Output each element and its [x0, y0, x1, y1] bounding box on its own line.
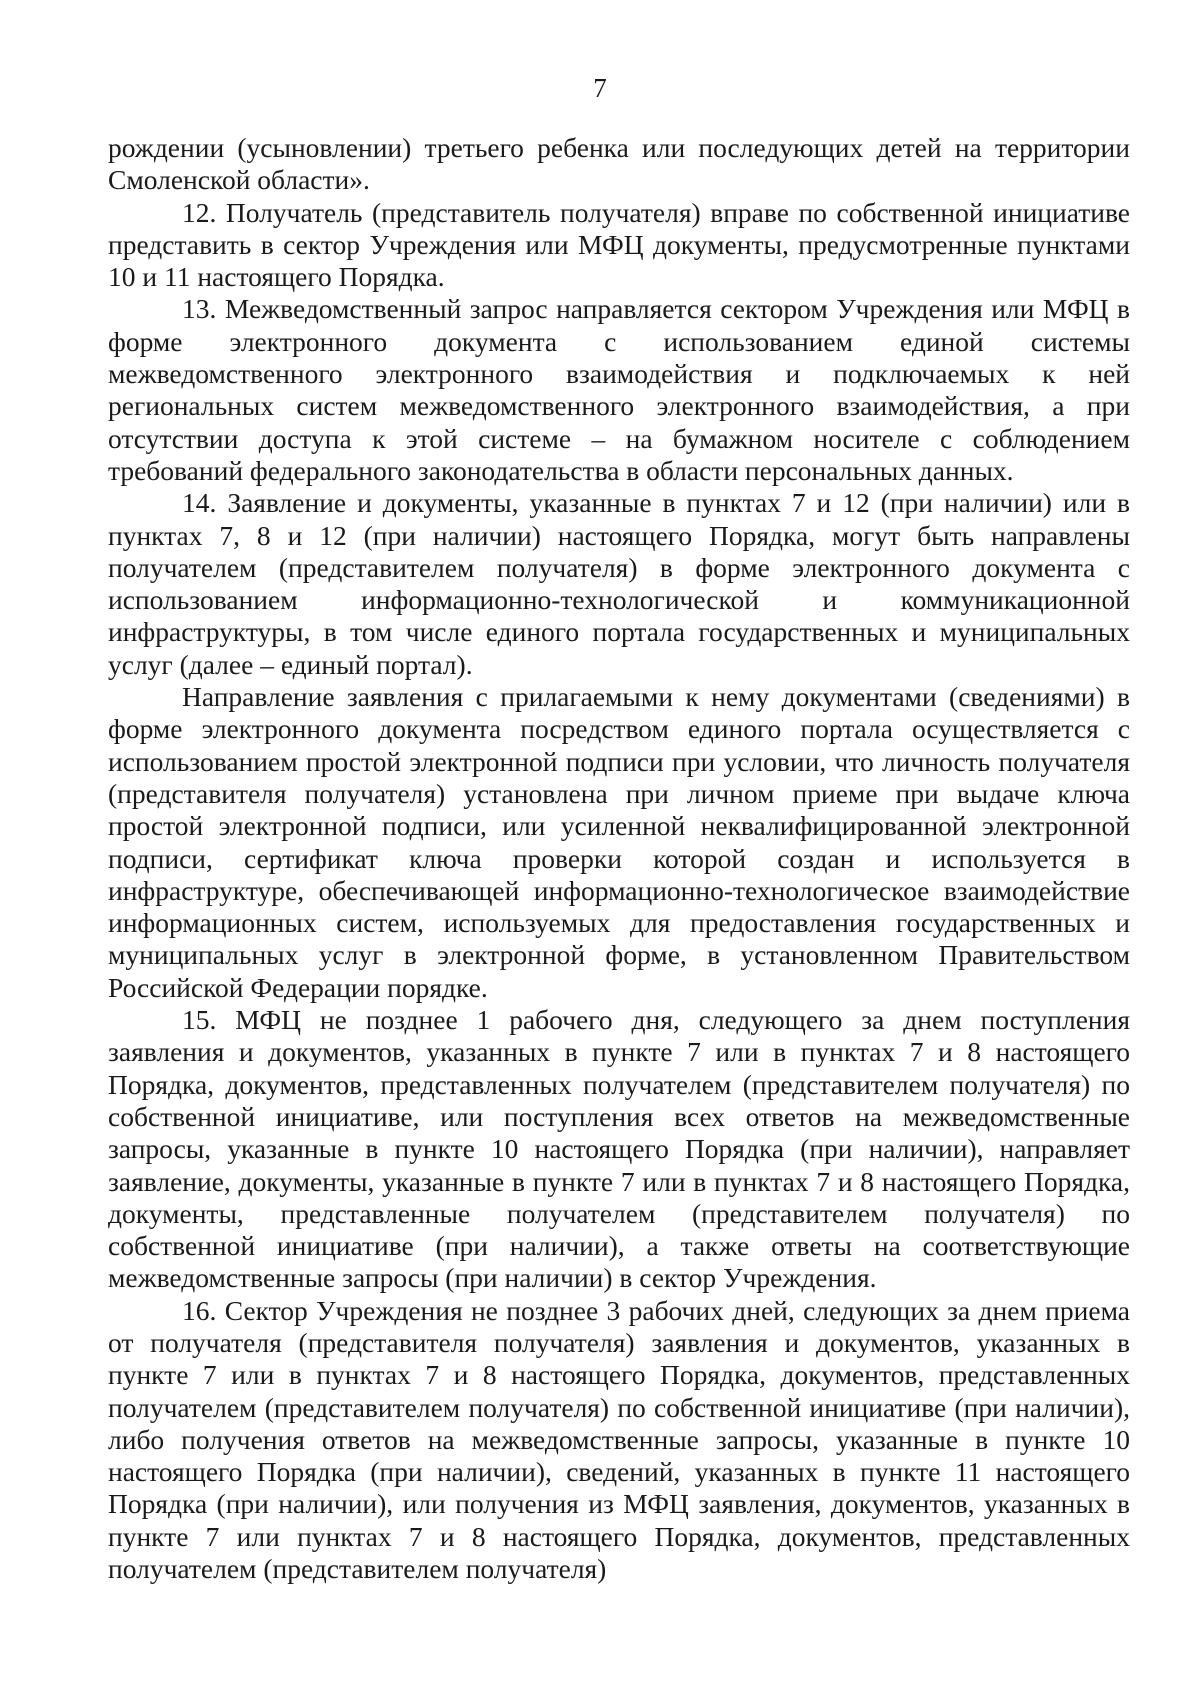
- paragraph-continuation: рождении (усыновлении) третьего ребенка или последующих детей на территории Смоленской области».: [108, 132, 1130, 196]
- paragraph-12: 12. Получатель (представитель получателя) вправе по собственной инициативе представить в сектор Учреждения или МФЦ документы, предусмотренные пунктами 10 и 11 настоящего Порядка.: [108, 196, 1130, 293]
- paragraph-16: 16. Сектор Учреждения не позднее 3 рабочих дней, следующих за днем приема от получателя (представителя получателя) заявления и документов, указанных в пункте 7 или в пунктах 7 и 8 настоящего Порядка, документов, представленных получателем (представителем получателя) по собственной инициативе (при наличии), либо получения ответов на межведомственные запросы, указанные в пункте 10 настоящего Порядка (при наличии), сведений, указанных в пункте 11 настоящего Порядка (при наличии), или получения из МФЦ заявления, документов, указанных в пункте 7 или пунктах 7 и 8 настоящего Порядка, документов, представленных получателем (представителем получателя): [108, 1294, 1130, 1585]
- document-body: [108, 132, 1130, 1585]
- paragraph-15: 15. МФЦ не позднее 1 рабочего дня, следующего за днем поступления заявления и документов, указанных в пункте 7 или в пунктах 7 и 8 настоящего Порядка, документов, представленных получателем (представителем получателя) по собственной инициативе, или поступления всех ответов на межведомственные запросы, указанные в пункте 10 настоящего Порядка (при наличии), направляет заявление, документы, указанные в пункте 7 или в пунктах 7 и 8 настоящего Порядка, документы, представленные получателем (представителем получателя) по собственной инициативе (при наличии), а также ответы на соответствующие межведомственные запросы (при наличии) в сектор Учреждения.: [108, 1004, 1130, 1294]
- paragraph-13: 13. Межведомственный запрос направляется сектором Учреждения или МФЦ в форме электронного документа с использованием единой системы межведомственного электронного взаимодействия и подключаемых к ней региональных систем межведомственного электронного взаимодействия, а при отсутствии доступа к этой системе – на бумажном носителе с соблюдением требований федерального законодательства в области персональных данных.: [108, 293, 1130, 486]
- page-number: 7: [593, 73, 607, 103]
- paragraph-14: 14. Заявление и документы, указанные в пунктах 7 и 12 (при наличии) или в пунктах 7, 8 и 12 (при наличии) настоящего Порядка, могут быть направлены получателем (представителем получателя) в форме электронного документа с использованием информационно-технологической и коммуникационной инфраструктуры, в том числе единого портала государственных и муниципальных услуг (далее – единый портал).: [108, 487, 1130, 680]
- paragraph-14-continued: Направление заявления с прилагаемыми к нему документами (сведениями) в форме электронного документа посредством единого портала осуществляется с использованием простой электронной подписи при условии, что личность получателя (представителя получателя) установлена при личном приеме при выдаче ключа простой электронной подписи, или усиленной неквалифицированной электронной подписи, сертификат ключа проверки которой создан и используется в инфраструктуре, обеспечивающей информационно-технологическое взаимодействие информационных систем, используемых для предоставления государственных и муниципальных услуг в электронной форме, в установленном Правительством Российской Федерации порядке.: [108, 681, 1130, 1003]
